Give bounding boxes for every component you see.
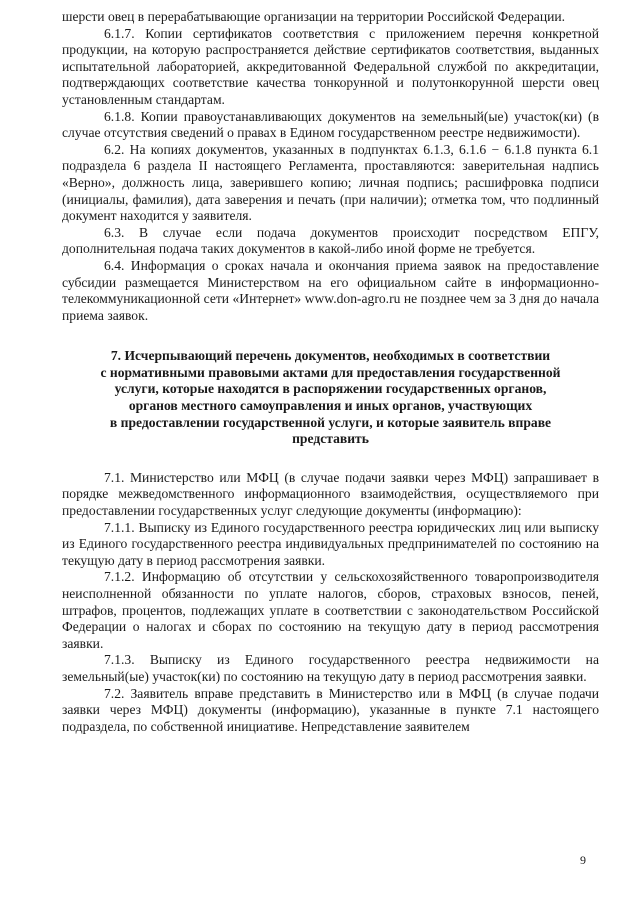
heading-line: услуги, которые находятся в распоряжении государственных органов, xyxy=(114,381,547,397)
document-body xyxy=(62,9,599,735)
paragraph-7-2: 7.2. Заявитель вправе представить в Министерство или в МФЦ (в случае подачи заявки через МФЦ) документы (информацию), указанные в пункте 7.1 настоящего подраздела, по собственной инициативе. Непредставление заявителем xyxy=(62,685,599,734)
page-number: 9 xyxy=(580,853,586,867)
paragraph-6-3: 6.3. В случае если подача документов происходит посредством ЕПГУ, дополнительная подача таких документов в какой-либо иной форме не требуется. xyxy=(62,224,599,257)
paragraph-6-1-7: 6.1.7. Копии сертификатов соответствия с приложением перечня конкретной продукции, на которую распространяется действие сертификатов соответствия, выданных испытательной лабораторией, аккредитованной Федеральной службой по аккредитации, подтверждающих соответствие качества тонкорунной и полутонкорунной шерсти овец установленным стандартам. xyxy=(62,25,599,107)
paragraph-6-1-8: 6.1.8. Копии правоустанавливающих документов на земельный(ые) участок(ки) (в случае отсутствия сведений о правах в Едином государственном реестре недвижимости). xyxy=(62,108,599,141)
heading-line: 7. Исчерпывающий перечень документов, необходимых в соответствии xyxy=(110,348,551,364)
paragraph-7-1-3: 7.1.3. Выписку из Единого государственного реестра недвижимости на земельный(ые) участок(ки) по состоянию на текущую дату в период рассмотрения заявки. xyxy=(62,652,599,684)
heading-line: с нормативными правовыми актами для предоставления государственной xyxy=(100,364,561,380)
heading-line: в предоставлении государственной услуги, и которые заявитель вправе xyxy=(109,414,552,430)
heading-line: представить xyxy=(292,431,369,447)
paragraph-6-4: 6.4. Информация о сроках начала и окончания приема заявок на предоставление субсидии размещается Министерством на его официальном сайте в информационно-телекоммуникационной сети «Интернет» www.don-agro.ru не позднее чем за 3 дня до начала приема заявок. xyxy=(62,257,599,323)
paragraph: шерсти овец в перерабатывающие организации на территории Российской Федерации. xyxy=(62,9,566,24)
paragraph-7-1-2: 7.1.2. Информацию об отсутствии у сельскохозяйственного товаропроизводителя неисполненной обязанности по уплате налогов, сборов, страховых взносов, пеней, штрафов, процентов, подлежащих уплате в соответствии с законодательством Российской Федерации о налогах и сборах по состоянию на текущую дату в период рассмотрения заявки. xyxy=(62,569,599,651)
heading-line: органов местного самоуправления и иных органов, участвующих xyxy=(128,398,533,414)
paragraph-7-1-1: 7.1.1. Выписку из Единого государственного реестра юридических лиц или выписку из Единого государственного реестра индивидуальных предпринимателей по состоянию на текущую дату в период рассмотрения заявки. xyxy=(62,519,599,568)
paragraph-6-2: 6.2. На копиях документов, указанных в подпунктах 6.1.3, 6.1.6 − 6.1.8 пункта 6.1 подраздела 6 раздела II настоящего Регламента, проставляются: заверительная надпись «Верно», должность лица, заверившего копию; личная подпись; расшифровка подписи (инициалы, фамилия), дата заверения и печать (при наличии); отметка том, что подлинный документ находится у заявителя. xyxy=(62,141,599,224)
section-heading xyxy=(62,348,599,448)
paragraph-7-1: 7.1. Министерство или МФЦ (в случае подачи заявки через МФЦ) запрашивает в порядке межведомственного информационного взаимодействия, осуществляемого при предоставлении государственных услуг следующие документы (информацию): xyxy=(62,469,599,519)
bottom-paragraphs xyxy=(62,470,599,736)
top-paragraphs xyxy=(62,9,599,324)
